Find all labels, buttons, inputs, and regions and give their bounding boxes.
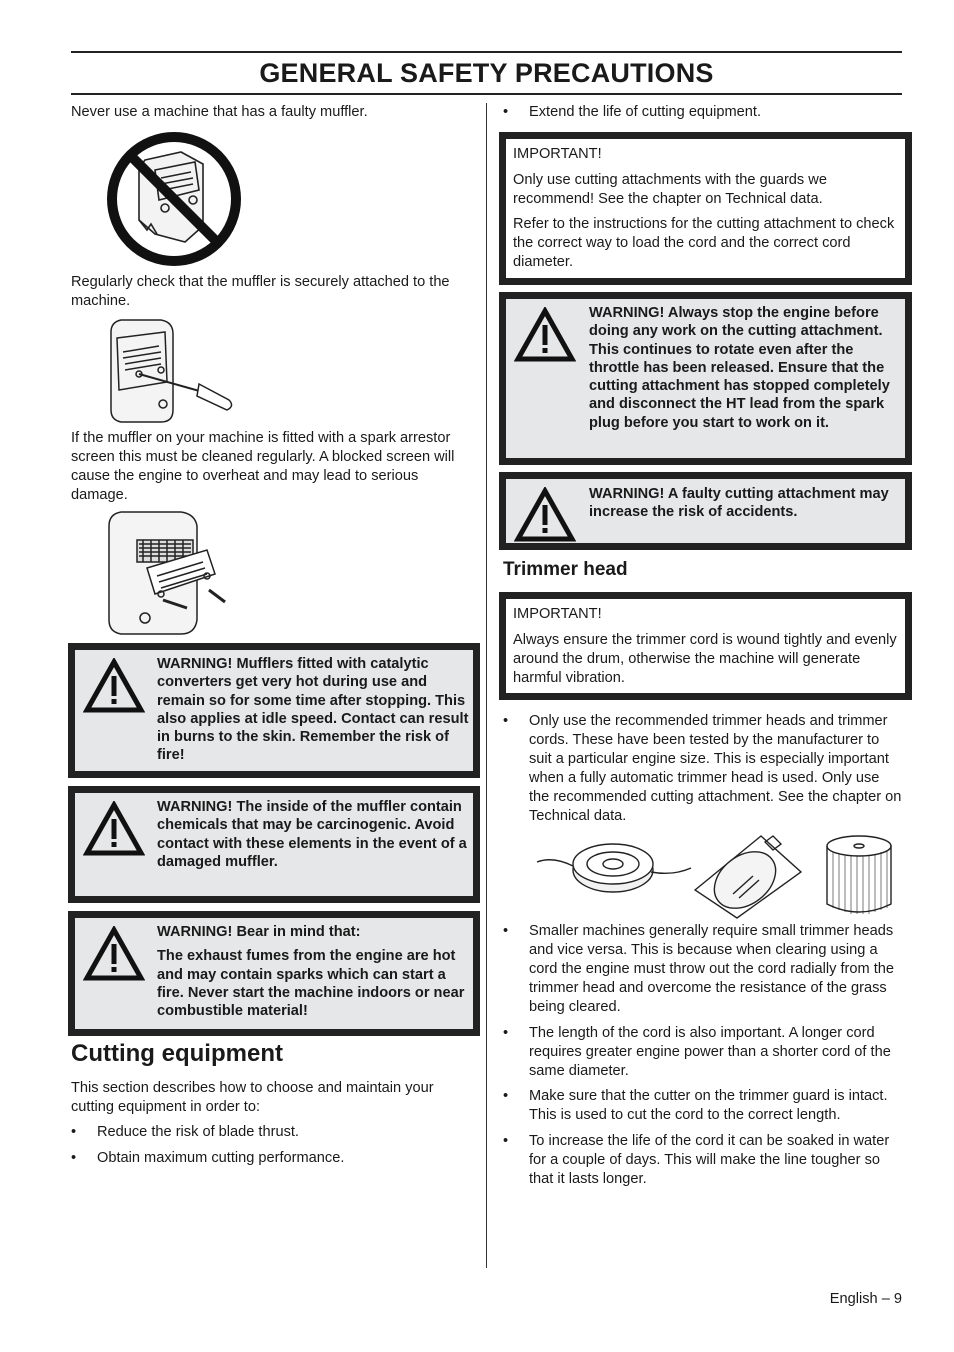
warning-chemicals-box [68, 786, 480, 903]
header-rule-top [71, 51, 902, 53]
warning-exhaust-title: WARNING! Bear in mind that: [157, 924, 361, 940]
list-item: • Obtain maximum cutting performance. [71, 1150, 345, 1166]
trimmer-head-heading: Trimmer head [503, 559, 628, 580]
faulty-muffler-text: Never use a machine that has a faulty muffler. [71, 104, 368, 120]
warning-triangle-icon [83, 801, 145, 857]
warning-triangle-icon [83, 658, 145, 714]
warning-chemicals-text: WARNING! The inside of the muffler contain chemicals that may be carcinogenic. Avoid contact with these elements in the event of a damaged muffler. [157, 799, 467, 870]
important-trimmer-cord-box [499, 592, 912, 700]
warning-stop-engine-box [499, 292, 912, 465]
spark-arrestor-text: If the muffler on your machine is fitted with a spark arrestor screen this must be cleaned regularly. A blocked screen will cause the engine to overheat and may lead to serious damage. [71, 430, 455, 503]
page-title: GENERAL SAFETY PRECAUTIONS [259, 58, 714, 88]
important-guards-text: Only use cutting attachments with the guards we recommend! See the chapter on Technical data. [513, 172, 827, 207]
list-item: • Make sure that the cutter on the trimmer guard is intact. This is used to cut the cord to the correct length. [503, 1088, 888, 1123]
list-item: • Smaller machines generally require small trimmer heads and vice versa. This is because when clearing using a cord the engine must throw out the cord radially from the trimmer head and overcome the resistance of the grass being cleared. [503, 923, 895, 1015]
important-cord-text: Refer to the instructions for the cutting attachment to check the correct way to load the cord and the correct cord diameter. [513, 216, 895, 270]
muffler-screwdriver-illustration [103, 318, 239, 426]
check-muffler-text: Regularly check that the muffler is securely attached to the machine. [71, 274, 450, 309]
list-item: • To increase the life of the cord it can be soaked in water for a couple of days. This will make the line tougher so that it lasts longer. [503, 1133, 890, 1187]
header-rule-bottom [71, 93, 902, 95]
warning-triangle-icon [83, 926, 145, 982]
warning-triangle-icon [514, 487, 576, 543]
cutting-equipment-heading: Cutting equipment [71, 1040, 283, 1067]
page-number: English – 9 [829, 1291, 902, 1307]
warning-catalytic-text: WARNING! Mufflers fitted with catalytic converters get very hot during use and remain so for some time after stopping. This also applies at idle speed. Contact can result in burns to the skin. Remember the risk of fire! [157, 656, 469, 764]
warning-exhaust-text: The exhaust fumes from the engine are hot and may contain sparks which can start a fire. Never start the machine indoors or near combustible material! [157, 948, 465, 1020]
cutting-intro-text: This section describes how to choose and maintain your cutting equipment in order to: [71, 1080, 434, 1115]
trimmer-head-and-cord-illustration [533, 832, 895, 920]
warning-triangle-icon [514, 307, 576, 363]
warning-catalytic-box [68, 643, 480, 778]
warning-faulty-attachment-box [499, 472, 912, 550]
prohibited-faulty-muffler-illustration [103, 130, 245, 268]
important-label: IMPORTANT! [513, 606, 602, 622]
important-cutting-attachments-box [499, 132, 912, 285]
list-item: • Only use the recommended trimmer heads and trimmer cords. These have been tested by the manufacturer to suit a particular engine size. This is especially important when a fully automatic trimmer head is used. Only use the recommended cutting attachment. See the chapter on Technical data. [503, 713, 902, 824]
list-item: • Extend the life of cutting equipment. [503, 104, 762, 120]
column-divider [486, 103, 487, 1268]
list-item: • Reduce the risk of blade thrust. [71, 1124, 299, 1140]
spark-arrestor-screen-illustration [103, 510, 233, 638]
important-label: IMPORTANT! [513, 146, 602, 162]
list-item: • The length of the cord is also important. A longer cord requires greater engine power than a shorter cord of the same diameter. [503, 1025, 891, 1079]
warning-faulty-attachment-text: WARNING! A faulty cutting attachment may increase the risk of accidents. [589, 486, 889, 521]
important-wound-text: Always ensure the trimmer cord is wound tightly and evenly around the drum, otherwise the machine will generate harmful vibration. [513, 632, 897, 686]
warning-exhaust-box [68, 911, 480, 1036]
warning-stop-engine-text: WARNING! Always stop the engine before doing any work on the cutting attachment. This continues to rotate even after the throttle has been released. Ensure that the cutting attachment has stopped completely and disconnect the HT lead from the spark plug before you start to work on it. [589, 305, 890, 431]
